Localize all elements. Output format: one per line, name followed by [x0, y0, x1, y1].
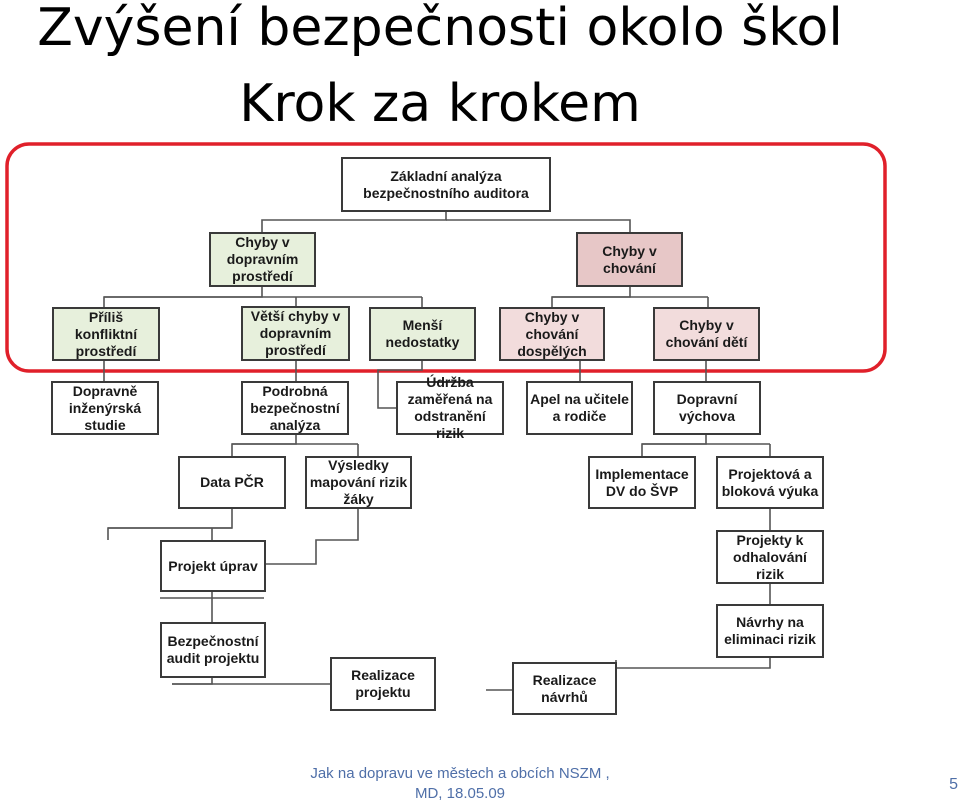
- node-safety-audit: Bezpečnostní audit projektu: [160, 622, 266, 678]
- node-maintenance: Údržba zaměřená na odstranění rizik: [396, 381, 504, 435]
- node-conflict-environment: Příliš konfliktní prostředí: [52, 307, 160, 361]
- node-implementation: Implementace DV do ŠVP: [588, 456, 696, 509]
- node-proposal-realization: Realizace návrhů: [512, 662, 617, 715]
- node-major-errors: Větší chyby v dopravním prostředí: [241, 306, 350, 361]
- node-project-teaching: Projektová a bloková výuka: [716, 456, 824, 509]
- footer-line-2: MD, 18.05.09: [414, 785, 506, 802]
- slide-title-line-1: Zvýšení bezpečnosti okolo škol: [37, 0, 843, 58]
- node-project-realization: Realizace projektu: [330, 657, 436, 711]
- slide-footer: [260, 764, 660, 804]
- connector: [108, 509, 232, 540]
- node-child-behavior: Chyby v chování dětí: [653, 307, 760, 361]
- node-elimination-proposals: Návrhy na eliminaci rizik: [716, 604, 824, 658]
- node-police-data: Data PČR: [178, 456, 286, 509]
- node-errors-behavior: Chyby v chování: [576, 232, 683, 287]
- connector: [642, 435, 706, 456]
- connector: [172, 678, 212, 684]
- node-engineering-study: Dopravně inženýrská studie: [51, 381, 159, 435]
- node-risk-mapping: Výsledky mapování rizik žáky: [305, 456, 412, 509]
- page-number: 5: [949, 776, 958, 793]
- node-detailed-analysis: Podrobná bezpečnostní analýza: [241, 381, 349, 435]
- node-modification-project: Projekt úprav: [160, 540, 266, 592]
- slide-title-line-2: Krok za krokem: [239, 74, 641, 134]
- footer-line-1: Jak na dopravu ve městech a obcích NSZM ,: [310, 765, 610, 782]
- connector: [232, 435, 296, 456]
- node-traffic-education: Dopravní výchova: [653, 381, 761, 435]
- node-errors-environment: Chyby v dopravním prostředí: [209, 232, 316, 287]
- connector: [616, 658, 770, 668]
- node-adult-behavior: Chyby v chování dospělých: [499, 307, 605, 361]
- node-root-analysis: Základní analýza bezpečnostního auditora: [341, 157, 551, 212]
- node-minor-deficiencies: Menší nedostatky: [369, 307, 476, 361]
- node-appeal: Apel na učitele a rodiče: [526, 381, 633, 435]
- node-risk-projects: Projekty k odhalování rizik: [716, 530, 824, 584]
- connector: [266, 509, 358, 564]
- connector: [262, 212, 446, 233]
